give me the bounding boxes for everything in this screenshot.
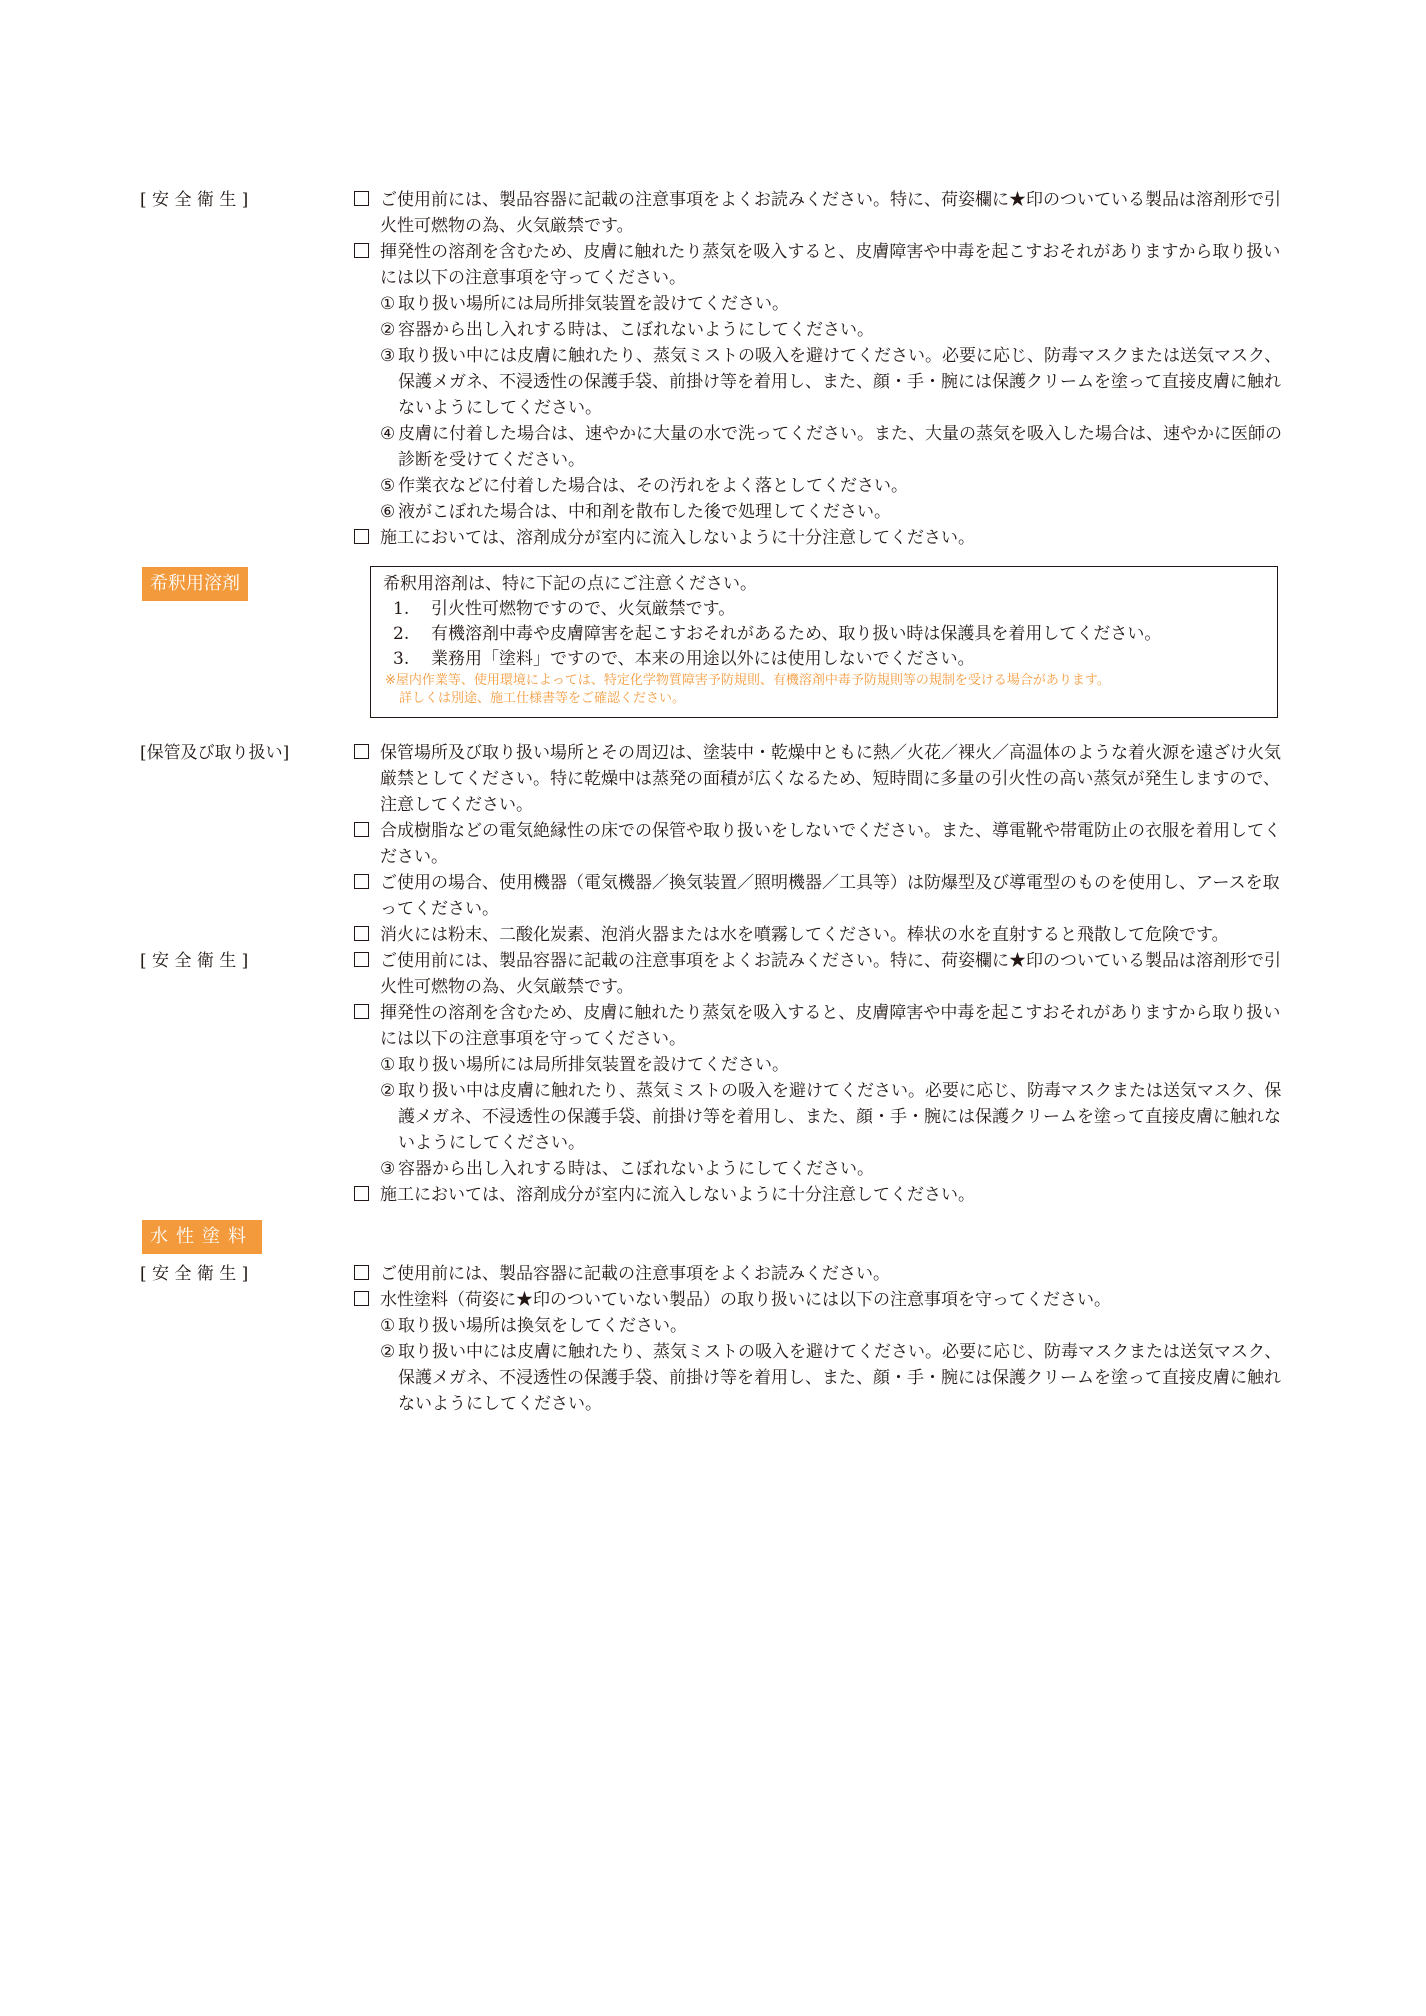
checklist-item: 揮発性の溶剤を含むため、皮膚に触れたり蒸気を吸入すると、皮膚障害や中毒を起こすおそれがありますから取り扱いには以下の注意事項を守ってください。 xyxy=(354,239,1294,291)
checkbox-icon xyxy=(354,952,369,967)
thinner-intro: 希釈用溶剤は、特に下記の点にご注意ください。 xyxy=(383,574,757,594)
checkbox-icon xyxy=(354,822,369,837)
checkbox-icon xyxy=(354,243,369,258)
regulation-note: ※屋内作業等、使用環境によっては、特定化学物質障害予防規則、有機溶剤中毒予防規則等の規制を受ける場合があります。 xyxy=(385,673,1110,688)
checkbox-icon xyxy=(354,1265,369,1280)
sub-item: ① 取り扱い場所には局所排気装置を設けてください。 xyxy=(380,294,789,314)
sub-item: ⑥ 液がこぼれた場合は、中和剤を散布した後で処理してください。 xyxy=(380,502,891,522)
storage-section xyxy=(354,740,1294,948)
checklist-item: 揮発性の溶剤を含むため、皮膚に触れたり蒸気を吸入すると、皮膚障害や中毒を起こすおそれがありますから取り扱いには以下の注意事項を守ってください。 xyxy=(354,1000,1294,1052)
sub-item: ③ 取り扱い中には皮膚に触れたり、蒸気ミストの吸入を避けてください。必要に応じ、防毒マスクまたは送気マスク、保護メガネ、不浸透性の保護手袋、前掛け等を着用し、また、顔・手・腕には保護クリームを塗って直接皮膚に触れないようにしてください。 xyxy=(380,346,1282,418)
checkbox-icon xyxy=(354,744,369,759)
thinner-item: 1. 引火性可燃物ですので、火気厳禁です。 xyxy=(393,599,736,619)
sub-item: ② 取り扱い中には皮膚に触れたり、蒸気ミストの吸入を避けてください。必要に応じ、防毒マスクまたは送気マスク、保護メガネ、不浸透性の保護手袋、前掛け等を着用し、また、顔・手・腕には保護クリームを塗って直接皮膚に触れないようにしてください。 xyxy=(380,1342,1282,1414)
checklist-item: 施工においては、溶剤成分が室内に流入しないように十分注意してください。 xyxy=(354,1182,1294,1208)
regulation-note-detail: 詳しくは別途、施工仕様書等をご確認ください。 xyxy=(399,691,686,706)
sub-item: ④ 皮膚に付着した場合は、速やかに大量の水で洗ってください。また、大量の蒸気を吸入した場合は、速やかに医師の診断を受けてください。 xyxy=(380,424,1282,470)
safety-section-2 xyxy=(354,948,1294,1208)
checkbox-icon xyxy=(354,874,369,889)
thinner-item: 2. 有機溶剤中毒や皮膚障害を起こすおそれがあるため、取り扱い時は保護具を着用してください。 xyxy=(393,624,1162,644)
checklist-item: 施工においては、溶剤成分が室内に流入しないように十分注意してください。 xyxy=(354,525,1294,551)
thinner-item: 3. 業務用「塗料」ですので、本来の用途以外には使用しないでください。 xyxy=(393,649,975,669)
section-label-storage: [保管及び取り扱い] xyxy=(140,743,290,763)
checklist-item: 消火には粉末、二酸化炭素、泡消火器または水を噴霧してください。棒状の水を直射すると飛散して危険です。 xyxy=(354,922,1294,948)
sub-item: ① 取り扱い場所には局所排気装置を設けてください。 xyxy=(380,1055,789,1075)
section-label-safety-1: [ 安 全 衛 生 ] xyxy=(140,190,249,210)
checklist-item: ご使用の場合、使用機器（電気機器／換気装置／照明機器／工具等）は防爆型及び導電型のものを使用し、アースを取ってください。 xyxy=(354,870,1294,922)
checkbox-icon xyxy=(354,191,369,206)
sub-item: ③ 容器から出し入れする時は、こぼれないようにしてください。 xyxy=(380,1159,874,1179)
checkbox-icon xyxy=(354,1186,369,1201)
checkbox-icon xyxy=(354,1291,369,1306)
section-label-safety-3: [ 安 全 衛 生 ] xyxy=(140,1264,249,1284)
thinner-notice-box xyxy=(370,566,1278,718)
section-label-safety-2: [ 安 全 衛 生 ] xyxy=(140,951,249,971)
checklist-item: ご使用前には、製品容器に記載の注意事項をよくお読みください。 xyxy=(354,1261,1294,1287)
checklist-item: 水性塗料（荷姿に★印のついていない製品）の取り扱いには以下の注意事項を守ってください。 xyxy=(354,1287,1294,1313)
water-based-tag: 水性塗料 xyxy=(142,1220,262,1254)
sub-item: ① 取り扱い場所は換気をしてください。 xyxy=(380,1316,687,1336)
sub-item: ② 取り扱い中は皮膚に触れたり、蒸気ミストの吸入を避けてください。必要に応じ、防毒マスクまたは送気マスク、保護メガネ、不浸透性の保護手袋、前掛け等を着用し、また、顔・手・腕には保護クリームを塗って直接皮膚に触れないようにしてください。 xyxy=(380,1081,1282,1153)
checkbox-icon xyxy=(354,1004,369,1019)
thinner-tag: 希釈用溶剤 xyxy=(142,567,248,601)
checkbox-icon xyxy=(354,926,369,941)
checklist-item: ご使用前には、製品容器に記載の注意事項をよくお読みください。特に、荷姿欄に★印のついている製品は溶剤形で引火性可燃物の為、火気厳禁です。 xyxy=(354,187,1294,239)
sub-item: ⑤ 作業衣などに付着した場合は、その汚れをよく落としてください。 xyxy=(380,476,908,496)
checklist-item: 合成樹脂などの電気絶縁性の床での保管や取り扱いをしないでください。また、導電靴や帯電防止の衣服を着用してください。 xyxy=(354,818,1294,870)
checklist-item: ご使用前には、製品容器に記載の注意事項をよくお読みください。特に、荷姿欄に★印のついている製品は溶剤形で引火性可燃物の為、火気厳禁です。 xyxy=(354,948,1294,1000)
safety-section-1 xyxy=(354,187,1294,551)
checkbox-icon xyxy=(354,529,369,544)
checklist-item: 保管場所及び取り扱い場所とその周辺は、塗装中・乾燥中ともに熱／火花／裸火／高温体のような着火源を遠ざけ火気厳禁としてください。特に乾燥中は蒸発の面積が広くなるため、短時間に多量の引火性の高い蒸気が発生しますので、注意してください。 xyxy=(354,740,1294,818)
water-safety-section xyxy=(354,1261,1294,1417)
sub-item: ② 容器から出し入れする時は、こぼれないようにしてください。 xyxy=(380,320,874,340)
